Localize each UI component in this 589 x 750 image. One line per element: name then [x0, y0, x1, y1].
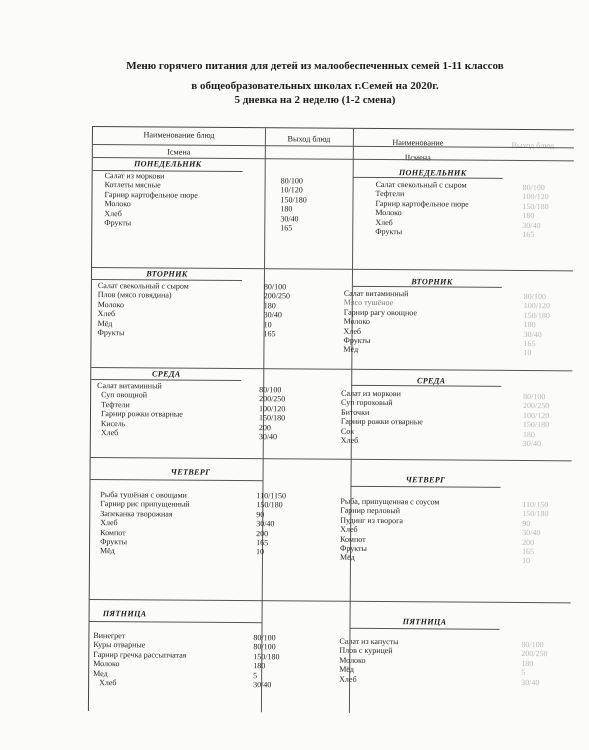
portion-value: 165: [523, 339, 536, 349]
portion-value: 150/180: [256, 500, 283, 510]
day-tuesday-left: ВТОРНИК: [146, 269, 188, 279]
menu-item: Гарнир рис припущенный: [100, 499, 190, 510]
document-title-line-3: 5 дневка на 2 неделю (1-2 смена): [234, 94, 396, 106]
portion-value: 180: [253, 661, 266, 671]
thursday-right-values: [522, 500, 549, 566]
portion-value: 80/100: [253, 642, 276, 652]
menu-item: Мёд: [339, 553, 355, 563]
thursday-left-items: [100, 490, 190, 556]
portion-value: 165: [522, 547, 535, 557]
portion-value: 30/40: [256, 519, 275, 529]
menu-item: Винегрет: [93, 631, 126, 641]
header-portion-right: Выход блюд: [511, 140, 555, 151]
menu-item: Пудинг из творога: [340, 515, 403, 525]
day-divider-friday-left: [90, 621, 262, 623]
menu-item: Мед: [93, 668, 108, 678]
header-shift-2: IIсмена: [404, 153, 431, 163]
portion-value: 10: [521, 556, 531, 566]
menu-item: Хлеб: [340, 435, 359, 445]
portion-value: 150/180: [522, 509, 549, 519]
portion-value: 5: [253, 670, 258, 680]
menu-item: Хлеб: [339, 674, 357, 684]
menu-table: [88, 126, 574, 714]
portion-value: 200: [522, 537, 535, 547]
wednesday-right-items: [341, 389, 423, 446]
portion-value: 165: [522, 230, 535, 240]
menu-item: Гарнир картофельное пюре: [104, 189, 198, 200]
portion-value: 80/100: [259, 385, 282, 395]
menu-item: Сок: [340, 426, 355, 436]
menu-item: Плов с курицей: [339, 646, 393, 656]
portion-value: 30/40: [263, 310, 282, 320]
portion-value: 180: [521, 658, 534, 668]
tuesday-right-items: [343, 289, 417, 355]
friday-left-values: [253, 633, 280, 690]
menu-item: Компот: [100, 527, 126, 537]
friday-right-items: [339, 637, 398, 684]
menu-item: Хлеб: [104, 208, 122, 218]
menu-item: Фрукты: [100, 537, 128, 547]
menu-item: Фрукты: [104, 218, 132, 228]
header-portion: Выход блюд: [287, 134, 331, 144]
day-tuesday-right: ВТОРНИК: [411, 277, 453, 287]
wednesday-left-values: [259, 385, 286, 442]
tuesday-right-values: [523, 292, 550, 358]
portion-value: 30/40: [521, 677, 540, 687]
portion-value: 90: [256, 509, 265, 520]
portion-value: 30/40: [522, 439, 542, 449]
portion-value: 80/100: [263, 282, 287, 292]
menu-item: Кисель: [100, 418, 126, 428]
portion-value: 200/250: [521, 649, 548, 659]
menu-item: Салат витаминный: [97, 381, 162, 391]
menu-item: Хлеб: [375, 217, 393, 227]
portion-value: 30/40: [523, 329, 542, 339]
portion-value: 30/40: [522, 528, 541, 538]
portion-value: 165: [263, 329, 276, 339]
portion-value: 80/100: [253, 633, 276, 643]
menu-item: Котлеты мясные: [104, 180, 161, 190]
portion-value: 165: [280, 223, 293, 233]
portion-value: 200/250: [259, 394, 286, 404]
menu-item: Суп овощной: [101, 390, 148, 400]
portion-value: 165: [256, 538, 269, 548]
menu-item: Рыба, припущенная с соусом: [340, 496, 440, 507]
day-divider-friday-right: [349, 628, 499, 630]
menu-item: Суп гороховый: [341, 398, 393, 408]
day-friday-left: ПЯТНИЦА: [102, 609, 147, 619]
portion-value: 150/180: [522, 420, 550, 430]
portion-value: 80/100: [521, 640, 544, 650]
portion-value: 180: [280, 204, 293, 214]
portion-value: 110/150: [522, 500, 549, 510]
day-divider-wednesday-right: [351, 385, 501, 387]
menu-item: Фрукты: [343, 335, 371, 345]
menu-item: Хлеб: [340, 524, 358, 535]
menu-item: Салат из моркови: [104, 171, 165, 181]
day-divider-tuesday-right: [352, 286, 502, 288]
portion-value: 80/100: [523, 392, 546, 402]
portion-value: 80/100: [523, 292, 547, 302]
portion-value: 180: [523, 320, 536, 330]
menu-item: Салат свекольный с сыром: [97, 281, 189, 291]
menu-item: Хлеб: [343, 326, 361, 336]
menu-item: Салат из капусты: [339, 636, 399, 647]
day-monday-left: ПОНЕДЕЛЬНИК: [133, 159, 202, 169]
monday-right-items: [375, 180, 469, 237]
menu-item: Хлеб: [100, 428, 119, 438]
portion-value: 10: [255, 547, 265, 557]
document-title-line-2: в общеобразовательных школах г.Семей на 2020г.: [191, 80, 439, 92]
portion-value: 180: [522, 429, 535, 439]
monday-left-items: [104, 171, 198, 228]
menu-item: Молоко: [375, 208, 402, 218]
monday-left-values: [280, 176, 307, 233]
portion-value: 100/120: [259, 403, 286, 414]
menu-item: Молоко: [343, 316, 370, 327]
section-divider-friday: [90, 599, 571, 603]
menu-item: Гарнир рожки отварные: [100, 409, 183, 419]
menu-item: Тефтели: [101, 399, 130, 410]
menu-item: Биточки: [340, 407, 370, 417]
thursday-left-values: [256, 491, 286, 557]
menu-item: Молоко: [93, 659, 120, 669]
portion-value: 200: [258, 422, 271, 432]
friday-right-values: [521, 640, 548, 687]
portion-value: 10: [523, 348, 532, 358]
menu-item: Гарнир картофельное пюре: [375, 198, 469, 209]
portion-value: 150/180: [258, 413, 286, 423]
portion-value: 150/180: [253, 651, 280, 662]
portion-value: 5: [521, 668, 526, 678]
portion-value: 10/120: [280, 185, 303, 195]
monday-right-values: [522, 183, 549, 240]
menu-item: Рыба тушёная с овощами: [100, 490, 187, 500]
day-friday-right: ПЯТНИЦА: [402, 617, 447, 627]
day-wednesday-right: СРЕДА: [416, 376, 446, 386]
menu-item: Запеканка творожная: [100, 508, 173, 519]
menu-item: Мёд: [100, 546, 115, 556]
menu-item: Молоко: [104, 199, 131, 209]
menu-item: Мёд: [343, 345, 359, 355]
portion-value: 30/40: [280, 213, 299, 224]
portion-value: 10: [263, 319, 272, 329]
portion-value: 30/40: [253, 680, 272, 690]
wednesday-left-items: [97, 381, 183, 438]
day-wednesday-left: СРЕДА: [151, 369, 181, 379]
menu-item: Куры отварные: [93, 640, 146, 650]
menu-item: Хлеб: [100, 518, 118, 528]
menu-item: Фрукты: [375, 227, 403, 237]
day-monday-right: ПОНЕДЕЛЬНИК: [398, 168, 467, 178]
portion-value: 80/100: [280, 176, 303, 186]
portion-value: 100/120: [522, 192, 549, 202]
friday-left-items: [93, 631, 186, 688]
header-dish-name-right: Наименование: [392, 138, 444, 148]
wednesday-right-values: [523, 392, 550, 449]
portion-value: 150/180: [280, 195, 307, 205]
menu-item: Хлеб: [99, 678, 117, 688]
portion-value: 30/40: [522, 220, 541, 230]
menu-item: Плов (мясо говядина): [97, 290, 172, 300]
menu-item: Гарнир перловый: [340, 506, 401, 516]
menu-item: Молоко: [97, 299, 125, 310]
day-divider-monday-right: [353, 177, 503, 179]
menu-item: Мёд: [339, 664, 354, 675]
day-divider-thursday-left: [91, 479, 263, 481]
portion-value: 150/180: [522, 201, 549, 212]
portion-value: 180: [263, 301, 276, 311]
portion-value: 150/180: [523, 310, 550, 321]
menu-item: Молоко: [339, 655, 366, 665]
tuesday-left-items: [98, 281, 189, 338]
day-divider-thursday-right: [350, 486, 500, 488]
section-divider-thursday: [91, 457, 572, 461]
portion-value: 110/1150: [256, 491, 287, 501]
portion-value: 200/250: [263, 291, 291, 301]
menu-item: Фрукты: [97, 328, 125, 338]
day-thursday-right: ЧЕТВЕРГ: [405, 475, 446, 485]
portion-value: 200: [256, 528, 269, 538]
menu-item: Тефтели: [375, 189, 405, 199]
header-dish-name: Наименование блюд: [143, 130, 215, 140]
menu-item: Фрукты: [340, 543, 367, 553]
portion-value: 100/120: [522, 410, 550, 421]
portion-value: 80/100: [522, 183, 545, 193]
header-shift-1: Iсмена: [167, 147, 191, 157]
menu-item: Хлеб: [97, 309, 116, 319]
portion-value: 30/40: [258, 432, 278, 442]
menu-item: Гарнир рагу овощное: [343, 307, 417, 318]
portion-value: 90: [522, 518, 531, 528]
menu-item: Гарнир гречка рассыпчатая: [93, 649, 187, 660]
menu-item: Салат из моркови: [341, 388, 402, 399]
portion-value: 100/120: [523, 301, 551, 311]
menu-item: Салат свекольный с сыром: [375, 179, 467, 190]
tuesday-left-values: [264, 282, 291, 339]
menu-item: Компот: [340, 534, 366, 544]
menu-item: Салат витаминный: [343, 288, 409, 299]
portion-value: 180: [522, 211, 535, 221]
menu-item: Гарнир рожки отварные: [340, 416, 423, 427]
menu-item: Мёд: [97, 318, 113, 328]
day-thursday-left: ЧЕТВЕРГ: [170, 467, 211, 477]
menu-item: Мясо тушёное: [343, 298, 394, 308]
portion-value: 200/250: [523, 401, 550, 411]
document-title-line-1: Меню горячего питания для детей из малообеспеченных семей 1-11 классов: [126, 60, 504, 72]
thursday-right-items: [340, 497, 440, 564]
